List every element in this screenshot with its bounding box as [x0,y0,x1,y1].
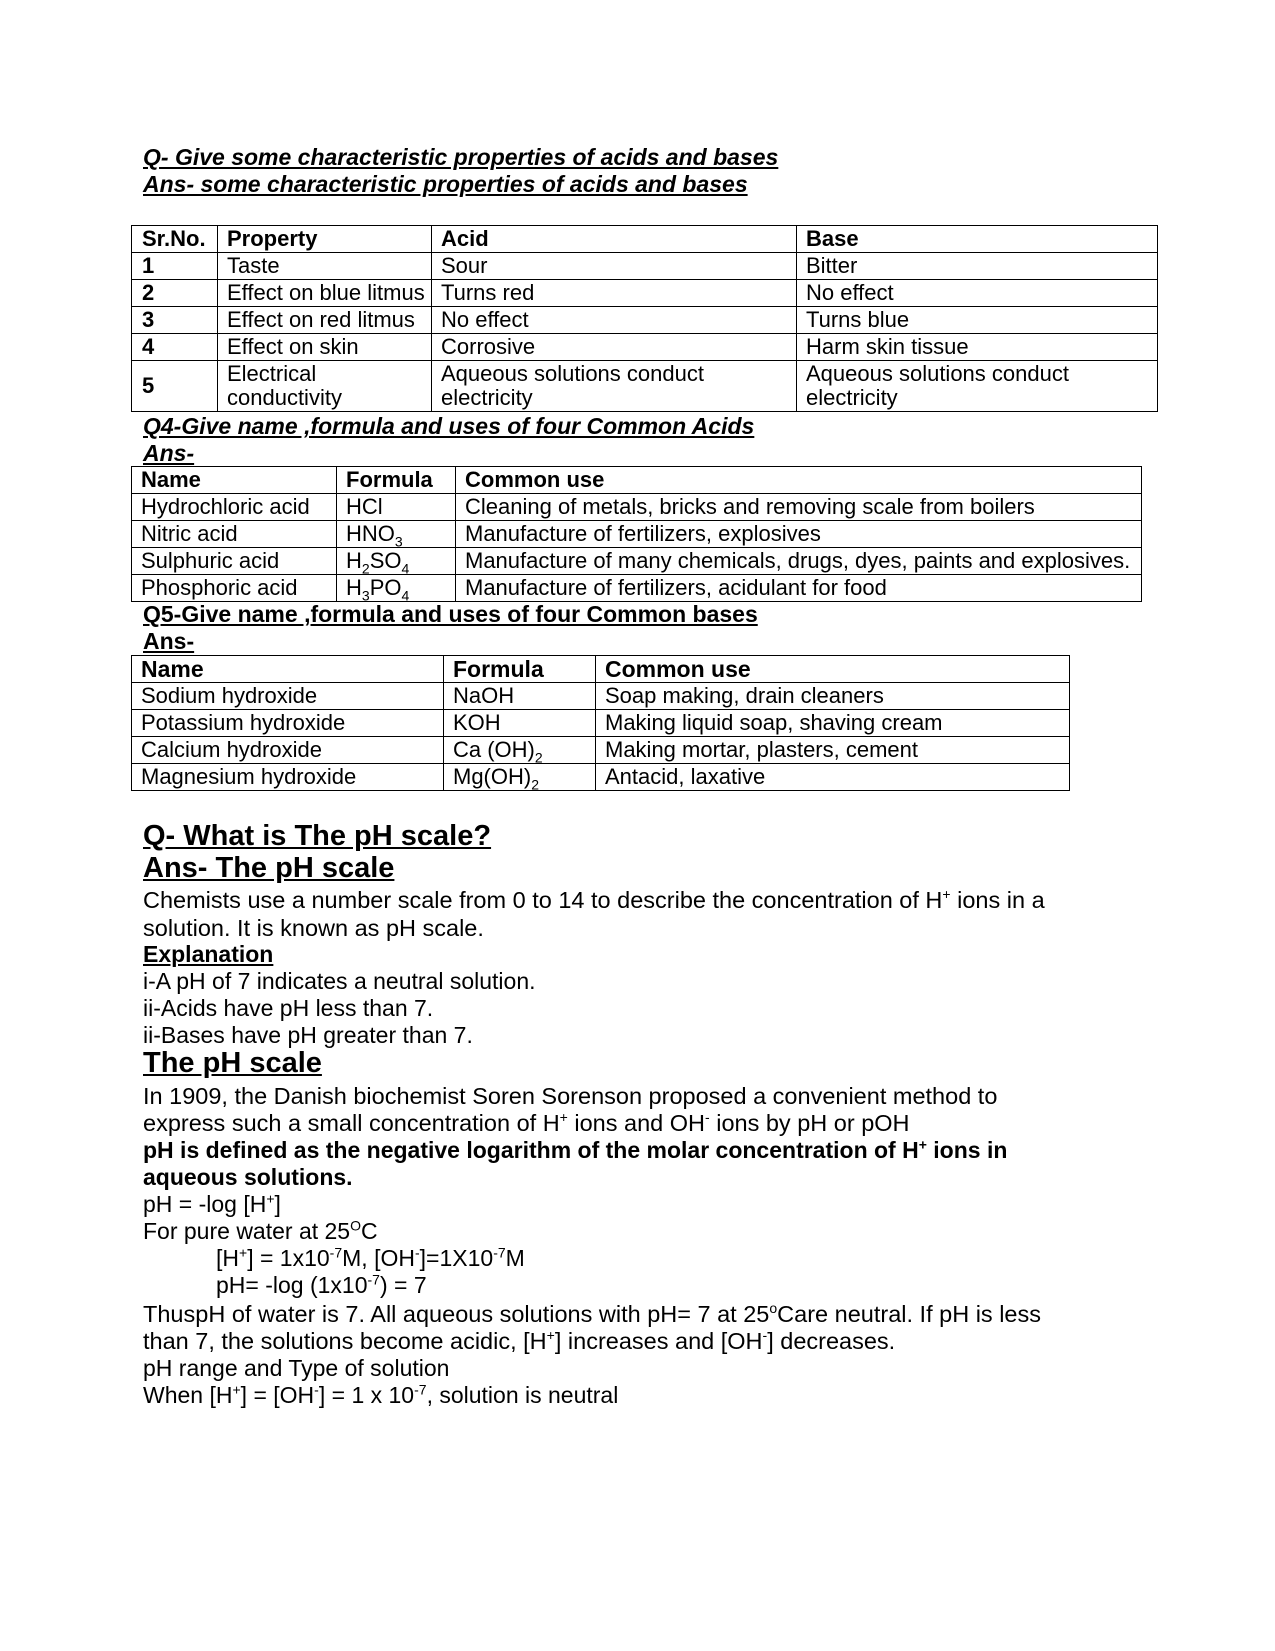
superscript: -7 [414,1381,427,1398]
superscript: - [414,1244,420,1261]
cell: Turns blue [797,307,1158,334]
cell: Bitter [797,253,1158,280]
cell: Calcium hydroxide [132,737,444,764]
ph-scale-heading: The pH scale [143,1047,322,1079]
range-line: pH range and Type of solution [143,1355,450,1381]
header-srno: Sr.No. [132,226,218,253]
text: ] [274,1191,281,1217]
cell: Effect on blue litmus [218,280,432,307]
superscript: - [705,1109,710,1126]
explanation-point-1: i-A pH of 7 indicates a neutral solution. [143,968,536,994]
header-formula: Formula [337,467,456,494]
cell: Corrosive [432,334,797,361]
formula-cell [444,764,596,791]
formula-text: NaOH [453,683,515,708]
text: M, [OH [342,1245,415,1271]
answer-common-acids: Ans- [143,440,195,466]
cell: Turns red [432,280,797,307]
superscript: + [546,1327,555,1344]
cell: Manufacture of many chemicals, drugs, dyes, paints and explosives. [456,548,1142,575]
text: When [H [143,1382,233,1408]
formula-cell [337,575,456,602]
cell: No effect [797,280,1158,307]
text: M [505,1245,525,1271]
cell: 5 [132,361,218,412]
table-row [132,548,1142,575]
text: ] = [OH [240,1382,315,1408]
superscript: o [769,1300,778,1317]
formula-cell [337,548,456,575]
header-name: Name [132,467,337,494]
header-property: Property [218,226,432,253]
formula-subscript: 2 [531,776,540,791]
cell: 1 [132,253,218,280]
text: ] decreases. [767,1328,896,1354]
header-base: Base [797,226,1158,253]
cell: Potassium hydroxide [132,710,444,737]
cell: Soap making, drain cleaners [596,683,1070,710]
text: ions and OH [567,1110,706,1136]
cell: Phosphoric acid [132,575,337,602]
thus-line-1 [143,1300,1041,1329]
definition-line-1 [143,1136,1007,1165]
cell: Taste [218,253,432,280]
superscript: - [762,1327,768,1344]
neutral-line [143,1381,618,1410]
answer-ph-scale: Ans- The pH scale [143,852,395,884]
cell: Aqueous solutions conduct electricity [432,361,797,412]
cell: 2 [132,280,218,307]
text: pH is defined as the negative logarithm of the molar concentration of H [143,1137,919,1163]
history-line-2 [143,1109,910,1138]
cell: 3 [132,307,218,334]
cell: Sulphuric acid [132,548,337,575]
cell: 4 [132,334,218,361]
header-formula: Formula [444,656,596,683]
text: express such a small concentration of H [143,1110,560,1136]
text: ions by pH or pOH [709,1110,910,1136]
formula-text: HNO [346,521,395,546]
cell: Magnesium hydroxide [132,764,444,791]
text: than 7, the solutions become acidic, [H [143,1328,547,1354]
formula-cell [444,710,596,737]
superscript: + [942,886,951,903]
intro-line-1 [143,886,1045,915]
table-header-row [132,226,1158,253]
table-row [132,253,1158,280]
table-row [132,494,1142,521]
formula-text: Ca (OH) [453,737,535,762]
explanation-point-3: ii-Bases have pH greater than 7. [143,1022,473,1048]
text: ] = 1x10 [247,1245,330,1271]
formula-text: PO [369,575,402,600]
superscript: O [350,1217,361,1234]
superscript: -7 [493,1244,506,1261]
header-acid: Acid [432,226,797,253]
cell: Effect on red litmus [218,307,432,334]
properties-table [131,225,1158,412]
question-acids-bases-properties: Q- Give some characteristic properties of acids and bases [143,144,779,170]
superscript: + [559,1109,568,1126]
table-header-row [132,467,1142,494]
header-common-use: Common use [456,467,1142,494]
table-row [132,737,1070,764]
superscript: -7 [367,1271,380,1288]
table-row [132,280,1158,307]
table-row [132,521,1142,548]
cell: Effect on skin [218,334,432,361]
concentration-line [216,1244,525,1273]
cell: Aqueous solutions conduct electricity [797,361,1158,412]
formula-text: HCl [346,494,383,519]
thus-line-2 [143,1327,895,1356]
table-row [132,334,1158,361]
cell: Antacid, laxative [596,764,1070,791]
formula-text: KOH [453,710,501,735]
common-acids-table [131,466,1142,602]
ph-formula [143,1190,281,1219]
text: ) = 7 [379,1272,427,1298]
answer-acids-bases-properties: Ans- some characteristic properties of acids and bases [143,171,748,197]
table-row [132,764,1070,791]
formula-subscript: 2 [361,560,370,575]
table-row [132,361,1158,412]
cell: Hydrochloric acid [132,494,337,521]
superscript: + [239,1244,248,1261]
formula-subscript: 4 [401,560,410,575]
answer-common-bases: Ans- [143,628,195,654]
formula-text: H [346,548,362,573]
table-row [132,307,1158,334]
text: ThuspH of water is 7. All aqueous solutions with pH= 7 at 25 [143,1301,770,1327]
header-name: Name [132,656,444,683]
definition-line-2: aqueous solutions. [143,1164,353,1190]
text: Care neutral. If pH is less [777,1301,1041,1327]
formula-text: Mg(OH) [453,764,532,789]
formula-subscript: 4 [401,587,410,602]
formula-text: SO [369,548,402,573]
text: ions in a [950,887,1045,913]
cell: Electrical conductivity [218,361,432,412]
header-common-use: Common use [596,656,1070,683]
formula-text: H [346,575,362,600]
cell: Cleaning of metals, bricks and removing scale from boilers [456,494,1142,521]
common-bases-table [131,655,1070,791]
formula-subscript: 3 [361,587,370,602]
text: ] = 1 x 10 [318,1382,415,1408]
text: , solution is neutral [426,1382,619,1408]
history-line-1: In 1909, the Danish biochemist Soren Sorenson proposed a convenient method to [143,1083,998,1109]
cell: Nitric acid [132,521,337,548]
text: [H [216,1245,239,1271]
pure-water-line [143,1217,378,1246]
explanation-point-2: ii-Acids have pH less than 7. [143,995,434,1021]
text: Chemists use a number scale from 0 to 14 to describe the concentration of H [143,887,943,913]
cell: Sodium hydroxide [132,683,444,710]
superscript: + [918,1136,927,1153]
formula-cell [337,521,456,548]
table-row [132,710,1070,737]
text: ] increases and [OH [554,1328,763,1354]
formula-cell [444,737,596,764]
text: ions in [926,1137,1008,1163]
superscript: - [314,1381,319,1398]
question-common-bases: Q5-Give name ,formula and uses of four Common bases [143,601,758,627]
cell: Manufacture of fertilizers, explosives [456,521,1142,548]
explanation-heading: Explanation [143,941,274,967]
superscript: + [266,1190,275,1207]
cell: Making liquid soap, shaving cream [596,710,1070,737]
text: pH= -log (1x10 [216,1272,368,1298]
question-ph-scale: Q- What is The pH scale? [143,820,492,852]
intro-line-2: solution. It is known as pH scale. [143,915,484,941]
superscript: + [232,1381,241,1398]
cell: Manufacture of fertilizers, acidulant for food [456,575,1142,602]
text: For pure water at 25 [143,1218,351,1244]
cell: No effect [432,307,797,334]
formula-cell [444,683,596,710]
cell: Making mortar, plasters, cement [596,737,1070,764]
text: ]=1X10 [419,1245,494,1271]
table-row [132,683,1070,710]
text: C [361,1218,378,1244]
question-common-acids: Q4-Give name ,formula and uses of four Common Acids [143,413,755,439]
table-row [132,575,1142,602]
formula-subscript: 3 [394,533,403,548]
formula-cell [337,494,456,521]
table-header-row [132,656,1070,683]
superscript: -7 [329,1244,343,1261]
cell: Harm skin tissue [797,334,1158,361]
cell: Sour [432,253,797,280]
calculation-line [216,1271,427,1300]
text: pH = -log [H [143,1191,267,1217]
formula-subscript: 2 [534,749,543,764]
